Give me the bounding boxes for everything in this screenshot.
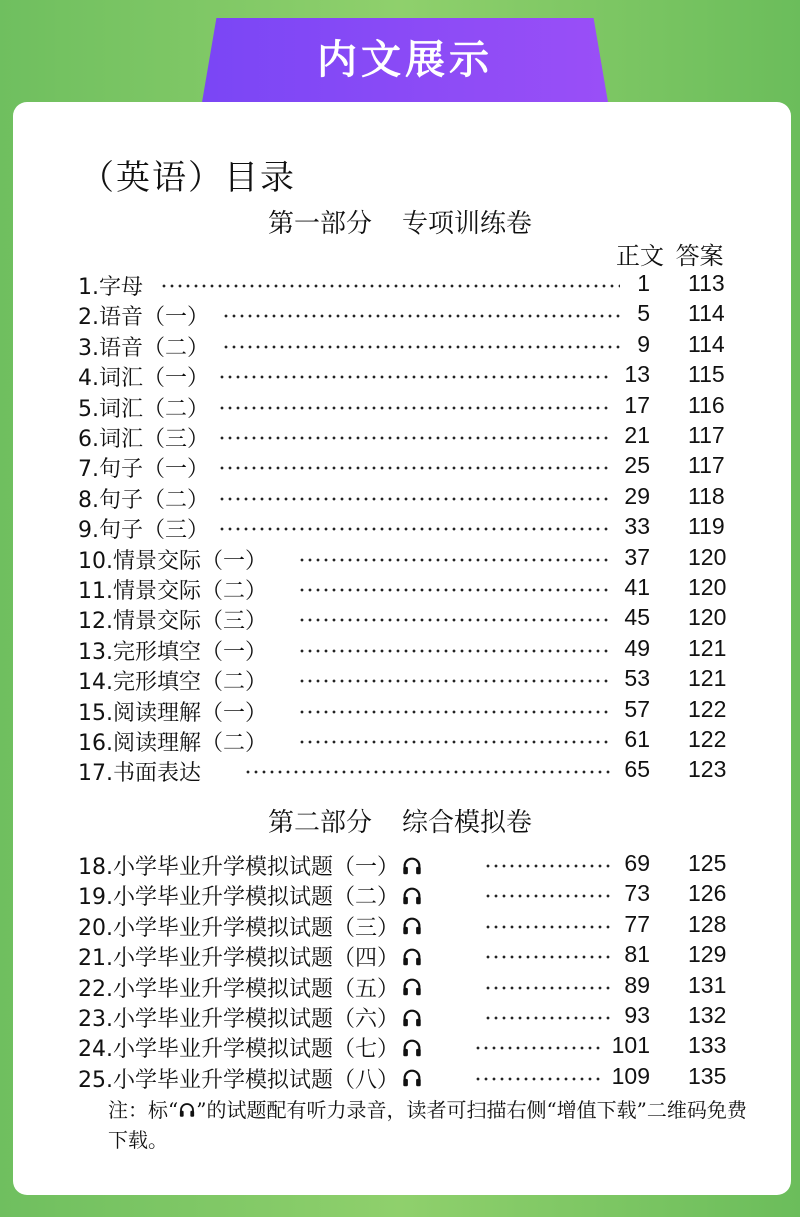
toc-row-answer-page: 121 [688,634,727,661]
toc-row [0,972,800,1002]
toc-row-answer-page: 114 [688,330,725,357]
toc-row-answer-page: 122 [688,726,727,752]
toc-row-answer-page: 123 [688,756,727,783]
toc-row-leader-dots [218,436,612,440]
toc-row-answer-page: 117 [688,422,725,448]
toc-row [0,696,800,726]
toc-row-leader-dots [298,649,612,653]
toc-row-page: 53 [624,665,650,692]
toc-row-answer-page: 128 [688,910,727,937]
column-header-text: 正文 [616,242,664,270]
toc-row-label [78,880,423,911]
toc-row-page: 73 [624,880,650,907]
toc-row-label [78,270,143,301]
toc-row [0,850,800,880]
toc-row-answer-page: 118 [688,482,725,509]
toc-row-leader-dots [484,1016,612,1020]
toc-row-answer-page: 121 [688,665,727,692]
toc-row-title: 6.词汇（三） [78,427,209,452]
toc-row [0,331,800,361]
toc-row-title: 17.书面表达 [78,761,201,787]
column-header-answer: 答案 [675,242,724,270]
footnote-prefix: 注：标“ [108,1098,179,1122]
toc-row-title: 24.小学毕业升学模拟试题（七） [78,1037,399,1063]
headphones-icon [401,946,423,968]
toc-row-title: 20.小学毕业升学模拟试题（三） [78,915,399,941]
toc-row-answer-page: 119 [688,513,725,540]
toc-row [0,544,800,574]
toc-row-page: 13 [624,361,650,388]
headphones-icon [401,1007,423,1029]
toc-row-page: 49 [624,634,650,661]
toc-row [0,452,800,482]
toc-row-page: 17 [624,391,650,418]
toc-row-label [78,392,209,423]
toc-row [0,422,800,452]
toc-row-page: 57 [624,695,650,722]
toc-row-title: 7.句子（一） [78,457,209,483]
toc-row-answer-page: 129 [688,941,727,968]
headphones-icon [401,976,423,998]
toc-row-leader-dots [484,925,612,929]
toc-row-title: 25.小学毕业升学模拟试题（八） [78,1067,399,1093]
toc-row-leader-dots [244,770,612,774]
toc-row-page: 1 [637,270,650,296]
toc-row-page: 21 [624,422,650,448]
toc-row-title: 1.字母 [78,275,143,300]
toc-row-label [78,941,423,972]
toc-row [0,941,800,971]
toc-row-page: 81 [624,941,650,968]
toc-row-answer-page: 126 [688,880,727,907]
toc-row-label [78,1002,423,1033]
toc-row-page: 61 [624,726,650,752]
toc-row-title: 14.完形填空（二） [78,670,267,696]
headphones-icon [401,1037,423,1059]
toc-row [0,911,800,941]
toc-row [0,1032,800,1062]
toc-row-page: 29 [624,482,650,509]
toc-row-title: 4.词汇（一） [78,366,209,392]
toc-row-label [78,331,209,362]
toc-row-leader-dots [474,1046,604,1050]
part2-number: 第二部分 [267,808,372,838]
toc-row-leader-dots [218,497,612,501]
toc-row-title: 5.词汇（二） [78,396,209,422]
headphones-icon [401,885,423,907]
toc-row-label [78,422,209,453]
toc-row-page: 37 [624,543,650,570]
part1-number: 第一部分 [267,209,372,239]
toc-row-title: 18.小学毕业升学模拟试题（一） [78,855,399,880]
toc-row-answer-page: 113 [688,270,725,296]
header-tab-title: 内文展示 [317,37,493,83]
toc-row-leader-dots [484,864,612,868]
toc-row-page: 5 [637,300,650,327]
toc-row-label [78,696,267,727]
toc-row-title: 9.句子（三） [78,518,209,544]
toc-row [0,1063,800,1093]
toc-row-answer-page: 120 [688,604,727,631]
toc-row-page: 101 [611,1032,650,1059]
toc-row-leader-dots [484,894,612,898]
headphones-icon [178,1101,196,1119]
toc-row-label [78,850,423,881]
toc-row [0,604,800,634]
toc-row-page: 33 [624,513,650,540]
toc-row [0,392,800,422]
toc-row-label [78,972,423,1003]
headphones-icon [401,1067,423,1089]
toc-row-answer-page: 117 [688,452,725,479]
toc-row-answer-page: 133 [688,1032,727,1059]
toc-row-page: 69 [624,850,650,876]
toc-row [0,361,800,391]
toc-row-answer-page: 120 [688,543,727,570]
toc-row-label [78,1063,423,1094]
toc-row-title: 8.句子（二） [78,487,209,513]
toc-row-leader-dots [484,955,612,959]
toc-row-page: 89 [624,971,650,998]
toc-row-title: 2.语音（一） [78,305,209,331]
toc-row-title: 12.情景交际（三） [78,609,267,635]
toc-row-title: 22.小学毕业升学模拟试题（五） [78,976,399,1002]
toc-row-page: 109 [611,1062,650,1089]
toc-row-label [78,361,209,392]
toc-row-page: 41 [624,574,650,600]
toc-row [0,270,800,300]
toc-row-answer-page: 132 [688,1002,727,1028]
toc-row-leader-dots [474,1077,604,1081]
toc-row-title: 10.情景交际（一） [78,548,267,574]
toc-row-answer-page: 125 [688,850,727,876]
toc-row-answer-page: 135 [688,1062,727,1089]
toc-row-leader-dots [298,740,612,744]
toc-row [0,880,800,910]
toc-row-answer-page: 131 [688,971,727,998]
toc-row-page: 45 [624,604,650,631]
toc-row-label [78,604,267,635]
toc-row-leader-dots [298,679,612,683]
toc-row-page: 65 [624,756,650,783]
headphones-icon [401,855,423,877]
document-title: （英语）目录 [80,158,296,198]
toc-row-leader-dots [218,527,612,531]
toc-row [0,1002,800,1032]
toc-row-title: 11.情景交际（二） [78,579,267,604]
toc-row-title: 23.小学毕业升学模拟试题（六） [78,1007,399,1032]
toc-row-leader-dots [222,345,620,349]
toc-row-leader-dots [298,588,612,592]
toc-row-page: 93 [624,1002,650,1028]
headphones-icon [401,915,423,937]
toc-row-label [78,665,267,696]
toc-row-title: 13.完形填空（一） [78,639,267,665]
toc-row-page: 9 [637,330,650,357]
toc-row-label [78,635,267,666]
toc-row-leader-dots [222,314,620,318]
toc-row-label [78,300,209,331]
toc-row [0,726,800,756]
toc-row-answer-page: 120 [688,574,727,600]
footnote-text: ”的试题配有听力录音，读者可扫描右侧“增值下载”二维码免费下载。 [108,1098,747,1152]
toc-row-leader-dots [218,406,612,410]
toc-row [0,665,800,695]
toc-row-answer-page: 122 [688,695,727,722]
toc-row-label [78,513,209,544]
toc-row-title: 19.小学毕业升学模拟试题（二） [78,885,399,911]
part1-name: 专项训练卷 [402,209,533,239]
toc-row-answer-page: 116 [688,391,725,418]
toc-row [0,756,800,786]
toc-row [0,300,800,330]
footnote [108,1095,758,1155]
toc-row-leader-dots [298,558,612,562]
toc-row-answer-page: 114 [688,300,725,327]
toc-row-answer-page: 115 [688,361,725,388]
toc-row-title: 3.语音（二） [78,335,209,361]
toc-row-label [78,452,209,483]
toc-row-leader-dots [218,466,612,470]
toc-row-label [78,756,201,787]
toc-row-label [78,911,423,942]
toc-row-leader-dots [298,618,612,622]
toc-row [0,574,800,604]
toc-row-label [78,574,267,605]
toc-row [0,483,800,513]
toc-row-leader-dots [218,375,612,379]
toc-row-title: 16.阅读理解（二） [78,731,267,756]
toc-row-page: 25 [624,452,650,479]
toc-row-title: 15.阅读理解（一） [78,700,267,726]
toc-row-leader-dots [484,986,612,990]
toc-row-leader-dots [160,284,620,288]
toc-row-title: 21.小学毕业升学模拟试题（四） [78,946,399,972]
toc-row-page: 77 [624,910,650,937]
toc-row-label [78,726,267,757]
toc-row [0,635,800,665]
toc-row-label [78,1032,423,1063]
toc-row-label [78,544,267,575]
toc-row-leader-dots [298,710,612,714]
toc-row-label [78,483,209,514]
toc-row [0,513,800,543]
part2-name: 综合模拟卷 [402,808,533,838]
